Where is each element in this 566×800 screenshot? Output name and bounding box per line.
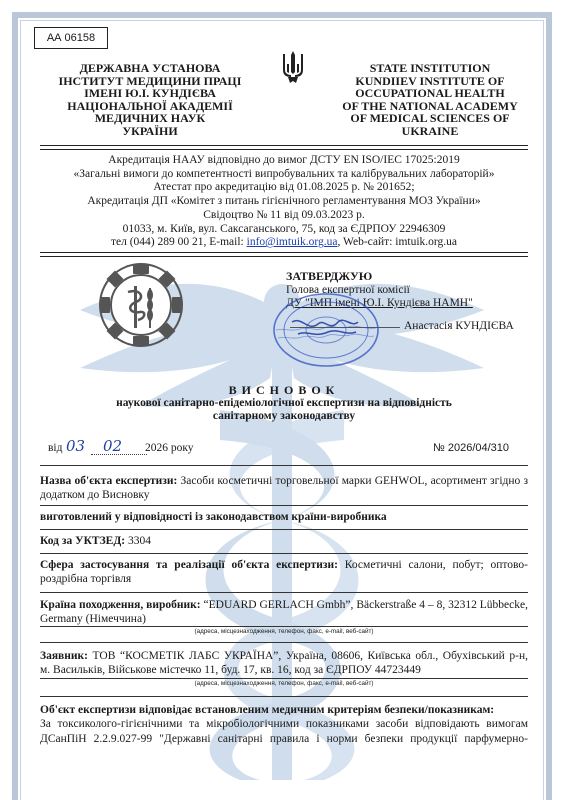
criteria-field: Об'єкт експертизи відповідає встановленим медичним критеріям безпеки/показникам: За токсиколого-гігієнічними та мікробіологічними показниками засоби відповідають вимогам ДСанПіН 2.2.9.027-99 "Державні санітарні правила і норми безпеки продукції парфумерно- [40,704,528,745]
institution-name-en: STATE INSTITUTION KUNDIIEV INSTITUTE OF OCCUPATIONAL HEALTH OF THE NATIONAL ACADEMY OF MEDICAL SCIENCES OF UKRAINE [342,61,518,138]
date-line: від 03 02 2026 року № 2026/04/310 [48,437,510,455]
header-divider [40,145,528,150]
applicant-field: Заявник: ТОВ “КОСМЕТІК ЛАБС УКРАЇНА”, Україна, 08606, Київська обл., Обухівський р-н, м. Васильків, Військове містечко 11, буд. 17, кв. 16, код за ЄДРПОУ 44723449 [40,650,528,677]
approve-title: ЗАТВЕРДЖУЮ [286,269,373,283]
contact-line: тел (044) 289 00 21, E-mail: info@imtuik.org.ua, Web-сайт: imtuik.org.ua [110,236,458,249]
institute-emblem-icon [98,262,184,348]
object-field: Назва об'єкта експертизи: Засоби косметичні торговельної марки GEHWOL, асортимент згідно з додатком до Висновку [40,475,528,502]
date-day: 03 [66,437,86,455]
accreditation-block: Акредитація НААУ відповідно до вимог ДСТУ EN ISO/IEC 17025:2019 «Загальні вимоги до компетентності випробувальних та калібрувальних лабораторій» Атестат про акредитацію від 01.08.2025 р. № 201652; Акредитація ДП «Комітет з питань гігієнічного регламентування МОЗ України» Свідоцтво № 11 від 09.03.2023 р. 01033, м. Київ, вул. Саксаганського, 75, код за ЄДРПОУ 22946309 тел (044) 289 00 21, E-mail: info@imtuik.org.ua, Web-сайт: imtuik.org.ua [40,154,528,250]
date-year: 2026 року [145,442,194,454]
origin-field: Країна походження, виробник: “EDUARD GERLACH Gmbh”, Bäckerstraße 4 – 8, 32312 Lübbecke, Germany (Німеччина) [40,599,528,626]
document-number: № 2026/04/310 [433,442,510,454]
code-field: Код за УКТЗЕД: 3304 [40,535,151,547]
origin-caption: (адреса, місцезнаходження, телефон, факс, e-mail, веб-сайт) [194,628,374,635]
ukraine-trident-icon [280,50,306,84]
date-month: 02 [103,437,123,455]
official-seal-icon [272,292,380,368]
applicant-caption: (адреса, місцезнаходження, телефон, факс, e-mail, веб-сайт) [194,680,374,687]
document-title: ВИСНОВОК [228,383,340,397]
approval-block: ЗАТВЕРДЖУЮ Голова експертної комісії ДУ "ІМП імені Ю.І. Кундієва НАМН" [286,270,526,311]
institution-name-ua: ДЕРЖАВНА УСТАНОВА ІНСТИТУТ МЕДИЦИНИ ПРАЦІ ІМЕНІ Ю.І. КУНДІЄВА НАЦІОНАЛЬНОЇ АКАДЕМІЇ МЕДИЧНИХ НАУК УКРАЇНИ [58,61,242,138]
scope-field: Сфера застосування та реалізації об'єкта експертизи: Косметичні салони, побут; оптово- роздрібна торгівля [40,559,528,586]
made-field: виготовлений у відповідності із законодавством країни-виробника [40,511,387,523]
serial-number: АА 06158 [34,27,108,49]
signatory-name: Анастасія КУНДІЄВА [404,320,514,332]
accreditation-divider [40,252,528,257]
email-link[interactable]: info@imtuik.org.ua [246,236,338,249]
document-title-block: ВИСНОВОК наукової санітарно-епідеміологічної експертизи на відповідність санітарному законодавству [40,383,528,423]
